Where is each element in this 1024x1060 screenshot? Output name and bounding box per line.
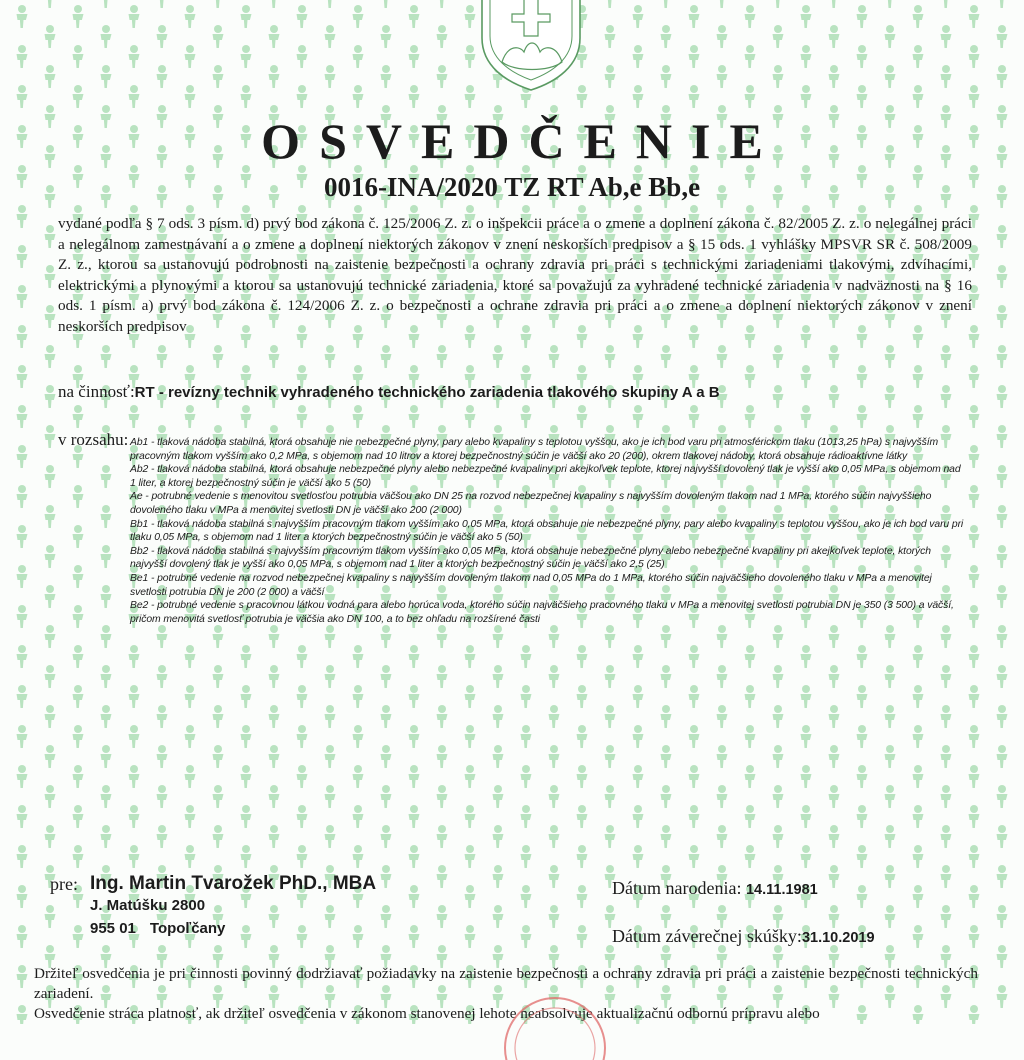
footer-paragraph-validity: Osvedčenie stráca platnosť, ak držiteľ osvedčenia v zákonom stanovenej lehote neabsolvuje aktualizačnú odbornú prípravu alebo bbox=[34, 1005, 820, 1022]
birth-date-line bbox=[612, 878, 818, 899]
scope-label: v rozsahu: bbox=[58, 430, 129, 449]
activity-label: na činnosť: bbox=[58, 382, 135, 401]
scope-item-be2: Be2 - potrubné vedenie s pracovnou látkou vodná para alebo horúca voda, ktorého súčin najväčšieho pracovného tlaku v MPa a menovitej svetlosti potrubia DN je 350 (3 500) a väčší, pričom menovitá svetlosť potrubia je väčšia ako DN 100, a to bez ohľadu na rozšírené časti bbox=[130, 600, 954, 625]
footer-paragraph-obligations: Držiteľ osvedčenia je pri činnosti povinný dodržiavať požiadavky na zaistenie bezpečnosti a ochrany zdravia pri práci a zaistenie bezpečnosti technických zariadení. bbox=[34, 965, 978, 1002]
document-title: OSVEDČENIE bbox=[261, 113, 782, 169]
official-stamp-icon bbox=[500, 990, 610, 1060]
scope-item-ae: Ae - potrubné vedenie s menovitou svetlosťou potrubia väčšou ako DN 25 na rozvod nebezpečnej kvapaliny s najvyšším dovoleným tlakom nad 1 MPa, ktorého súčin najvyššieho dovoleného tlaku v MPa a menovitej svetlosti DN je väčší ako 200 (2 000) bbox=[130, 491, 932, 516]
exam-date-label: Dátum záverečnej skúšky: bbox=[612, 926, 802, 946]
activity-line bbox=[58, 382, 958, 402]
holder-city: Topoľčany bbox=[149, 920, 226, 937]
scope-item-bb1: Bb1 - tlaková nádoba stabilná s najvyšším pracovným tlakom vyšším ako 0,05 MPa, ktorá obsahuje nie nebezpečné plyny, pary alebo kvapaliny s teplotou vyššou, ako je ich bod varu pri tlaku 0,05 MPa, s objemom nad 1 liter a ktorých bezpečnostný súčin je väčší ako 5 (50) bbox=[130, 518, 964, 544]
activity-value: RT - revízny technik vyhradeného technického zariadenia tlakového skupiny A a B bbox=[134, 384, 720, 401]
holder-label: pre: bbox=[50, 874, 78, 894]
scope-item-be1: Be1 - potrubné vedenie na rozvod nebezpečnej kvapaliny s najvyšším dovoleným tlakom nad 0,05 MPa do 1 MPa, ktorého súčin najväčšieho dovoleného tlaku v MPa a menovitej svetlosti potrubia DN je 200 (2 000) a väčší bbox=[130, 572, 932, 598]
certificate-number: 0016-INA/2020 TZ RT Ab,e Bb,e bbox=[323, 172, 701, 202]
scope-list bbox=[130, 436, 966, 626]
holder-name: Ing. Martin Tvarožek PhD., MBA bbox=[90, 873, 377, 894]
state-emblem-icon bbox=[476, 0, 586, 92]
scope-item-bb2: Bb2 - tlaková nádoba stabilná s najvyšším pracovným tlakom vyšším ako 0,05 MPa, ktorá obsahuje nebezpečné plyny alebo nebezpečné kvapaliny pri akejkoľvek teplote, ktorých najvyšší dovolený tlak je vyšší ako 0,05 MPa, s objemom nad 1 liter a ktorých bezpečnostný súčin je väčší ako 2,5 (25) bbox=[130, 545, 931, 571]
holder-zip: 955 01 bbox=[90, 920, 136, 937]
birth-date-label: Dátum narodenia: bbox=[612, 878, 742, 898]
scope-item-ab1: Ab1 - tlaková nádoba stabilná, ktorá obsahuje nie nebezpečné plyny, pary alebo kvapaliny s teplotou vyššou, ako je ich bod varu pri atmosférickom tlaku (1013,25 hPa) s najvyšším pracovným tlakom vyšším ako 0,2 MPa, s objemom nad 10 litrov a ktorej bezpečnostný súčin je väčší ako 20 (200), okrem tlakovej nádoby, ktorá obsahuje rádioaktívne látky bbox=[130, 437, 939, 462]
exam-date-value: 31.10.2019 bbox=[801, 930, 875, 946]
scope-item-ab2: Ab2 - tlaková nádoba stabilná, ktorá obsahuje nebezpečné plyny alebo nebezpečné kvapaliny pri akejkoľvek teplote, ktorej najvyšší dovolený tlak je vyšší ako 0,05 MPa, s objemom nad 1 liter, a ktorej bezpečnostný súčin je väčší ako 5 (50) bbox=[130, 464, 961, 489]
exam-date-line bbox=[612, 926, 875, 947]
birth-date-value: 14.11.1981 bbox=[745, 882, 818, 898]
holder-street: J. Matúšku 2800 bbox=[90, 897, 206, 914]
legal-basis-text: vydané podľa § 7 ods. 3 písm. d) prvý bod zákona č. 125/2006 Z. z. o inšpekcii práce a o zmene a doplnení zákona č. 82/2005 Z. z. o nelegálnej práci a nelegálnom zamestnávaní a o zmene a doplnení niektorých zákonov v znení neskorších predpisov a § 15 ods. 1 vyhlášky MPSVR SR č. 508/2009 Z. z., ktorou sa ustanovujú podrobnosti na zaistenie bezpečnosti a ochrany zdravia pri práci s technickými zariadeniami tlakovými, zdvíhacími, elektrickými a plynovými a ktorou sa ustanovujú technické zariadenia, ktoré sa považujú za vyhradené technické zariadenia v nadväznosti na § 16 ods. 1 písm. a) prvý bod zákona č. 124/2006 Z. z. o bezpečnosti a ochrane zdravia pri práci a o zmene a doplnení niektorých zákonov v znení neskorších predpisov bbox=[58, 215, 972, 335]
holder-city-line bbox=[90, 920, 225, 937]
